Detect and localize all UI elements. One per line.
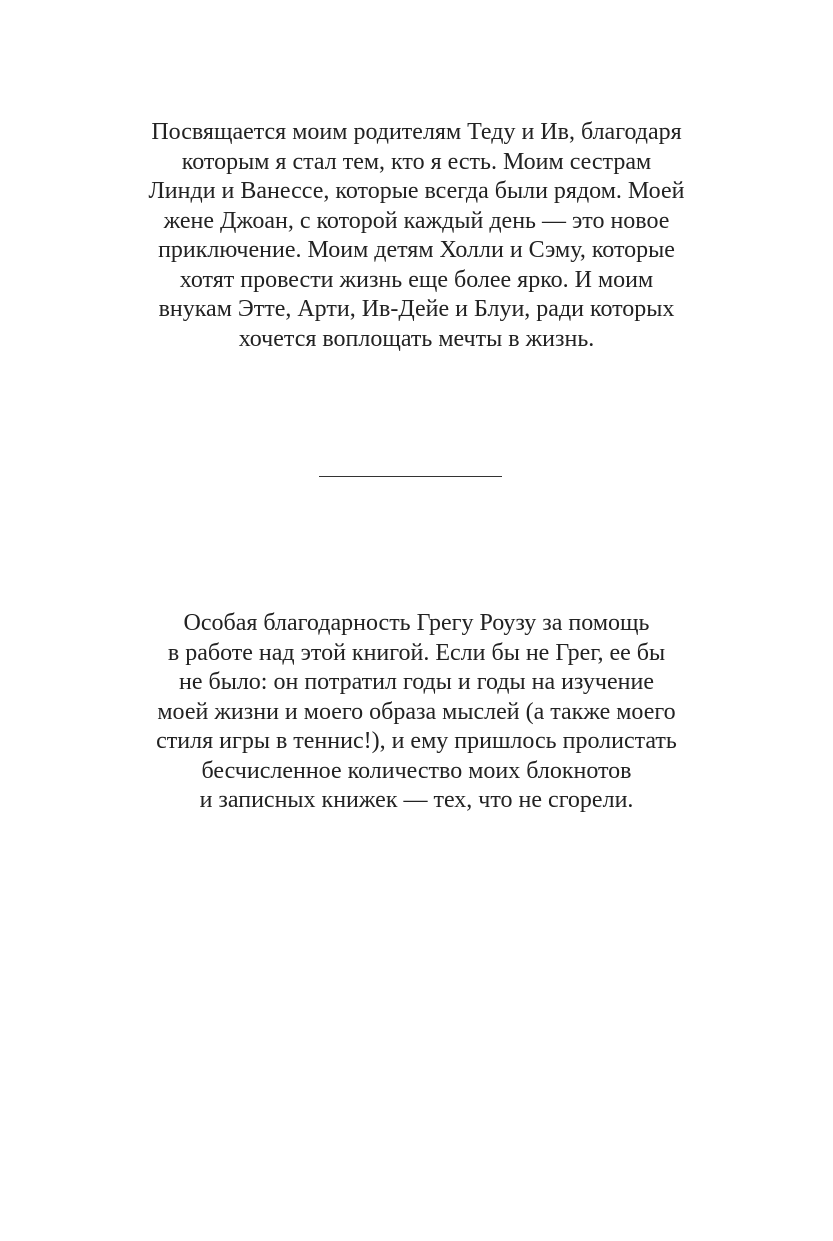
acknowledgement-line: бесчисленное количество моих блокнотов — [201, 757, 632, 784]
acknowledgement-line: моей жизни и моего образа мыслей (а также моего — [157, 698, 676, 725]
acknowledgement-line: стиля игры в теннис!), и ему пришлось пролистать — [156, 728, 677, 754]
dedication-line: приключение. Моим детям Холли и Сэму, которые — [158, 237, 675, 263]
dedication-line: которым я стал тем, кто я есть. Моим сестрам — [181, 148, 652, 175]
dedication-line: Линди и Ванессе, которые всегда были рядом. Моей — [148, 178, 685, 204]
acknowledgement-paragraph — [120, 609, 713, 816]
dedication-line: внукам Этте, Арти, Ив-Дейе и Блуи, ради которых — [158, 296, 675, 322]
dedication-paragraph — [120, 118, 713, 354]
dedication-line: Посвящается моим родителям Теду и Ив, благодаря — [151, 119, 682, 145]
acknowledgement-line: и записных книжек — тех, что не сгорели. — [199, 787, 634, 813]
acknowledgement-line: Особая благодарность Грегу Роузу за помощь — [183, 610, 650, 636]
dedication-line: хотят провести жизнь еще более ярко. И моим — [179, 266, 654, 293]
dedication-line: жене Джоан, с которой каждый день — это новое — [163, 207, 670, 234]
dedication-line: хочется воплощать мечты в жизнь. — [238, 325, 595, 352]
acknowledgement-line: в работе над этой книгой. Если бы не Грег, ее бы — [167, 639, 666, 666]
acknowledgement-line: не было: он потратил годы и годы на изучение — [179, 669, 654, 695]
section-divider — [319, 476, 502, 477]
